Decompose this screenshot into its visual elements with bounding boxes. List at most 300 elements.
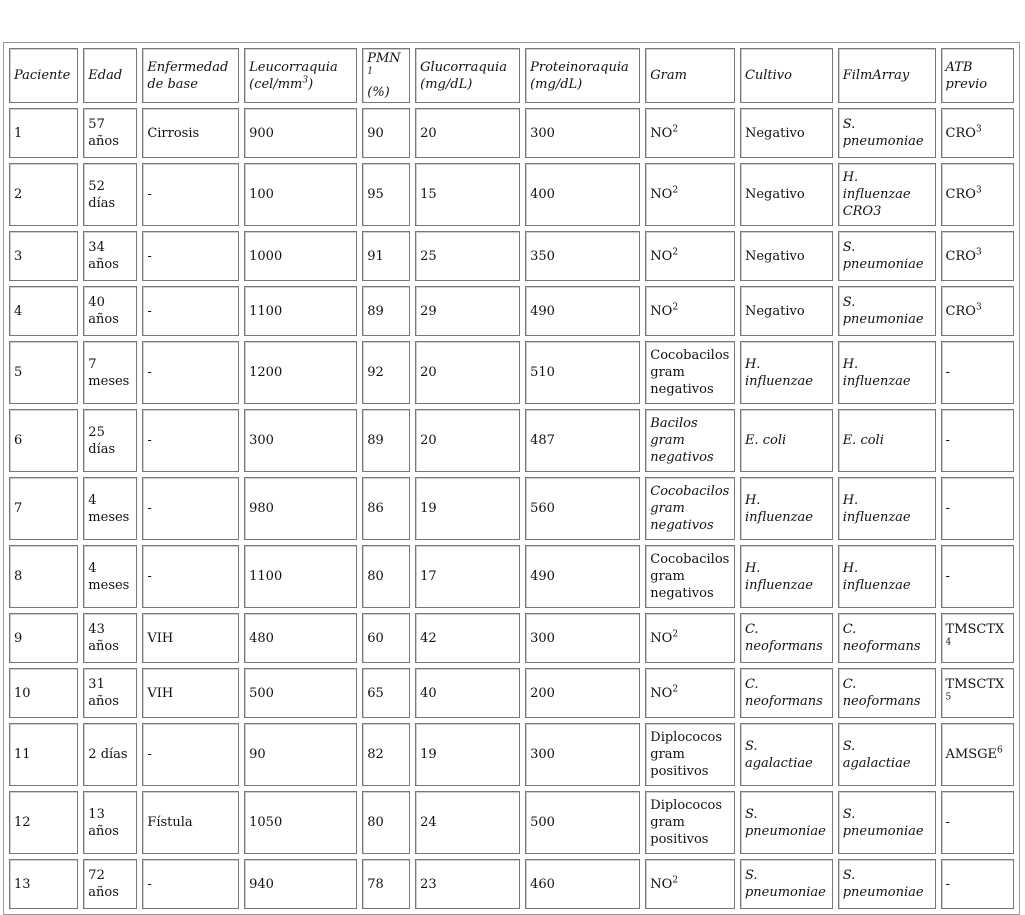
table-row — [9, 723, 1014, 786]
cell-value: 300 — [249, 433, 274, 448]
cell-value: - — [147, 248, 152, 264]
cell-value: 72 años — [88, 868, 119, 900]
cell-enfermedad-de-base — [142, 791, 239, 854]
cell-value: Diplococos gram positivos — [650, 730, 723, 779]
cell-value: S. agalactiae — [744, 738, 813, 771]
cell-pmn — [362, 791, 410, 854]
cell-value: 1000 — [249, 248, 283, 264]
cell-filmarray — [838, 791, 936, 854]
cell-value: 43 años — [88, 622, 119, 654]
cell-value: S. pneumoniae — [842, 868, 924, 900]
cell-pmn — [362, 341, 410, 404]
cell-filmarray — [838, 477, 936, 540]
cell-atb-previo — [941, 231, 1014, 281]
cell-atb-previo — [941, 668, 1014, 718]
cell-value: 19 — [420, 501, 437, 516]
cell-filmarray — [838, 341, 936, 404]
cell-value: S. pneumoniae — [744, 806, 826, 839]
cell-value: 1200 — [249, 365, 283, 380]
cell-proteinoraquia — [525, 286, 640, 336]
footnote-marker: 2 — [672, 124, 679, 135]
cell-value: H. influenzae — [744, 492, 813, 525]
cell-value: 2 días — [88, 747, 128, 762]
cell-pmn — [362, 613, 410, 663]
cell-value: - — [945, 569, 950, 584]
cell-leucorraquia — [244, 791, 357, 854]
cell-value: 25 — [420, 248, 437, 264]
cell-filmarray — [838, 286, 936, 336]
cell-value: 4 — [14, 303, 23, 319]
cell-value: 510 — [530, 365, 555, 380]
cell-atb-previo — [941, 791, 1014, 854]
cell-cultivo — [740, 286, 833, 336]
cell-value: 42 — [420, 630, 437, 646]
cell-edad — [83, 409, 137, 472]
cell-value: H. influenzae — [842, 492, 911, 525]
cell-value: 90 — [367, 125, 384, 141]
cell-leucorraquia — [244, 723, 357, 786]
footnote-marker: 6 — [997, 745, 1003, 756]
cell-value: H. influenzae — [842, 560, 911, 593]
cell-pmn — [362, 668, 410, 718]
cell-value: Bacilos gram negativos — [650, 416, 714, 465]
table-row — [9, 231, 1014, 281]
cell-edad — [83, 545, 137, 608]
cell-glucorraquia — [415, 108, 520, 158]
cell-leucorraquia — [244, 286, 357, 336]
cell-enfermedad-de-base — [142, 723, 239, 786]
cell-value: H. influenzae — [842, 356, 911, 389]
cell-value: NO — [650, 630, 673, 646]
cell-value: - — [147, 365, 152, 380]
cell-glucorraquia — [415, 545, 520, 608]
cell-paciente — [9, 409, 78, 472]
cell-proteinoraquia — [525, 723, 640, 786]
cell-gram — [645, 859, 735, 909]
cell-paciente — [9, 163, 78, 226]
table-row — [9, 859, 1014, 909]
header-label: Edad — [88, 68, 123, 83]
cell-value: - — [945, 815, 950, 830]
cell-value: 1 — [14, 125, 23, 141]
footnote-marker: 2 — [672, 684, 679, 695]
cell-value: 1050 — [249, 815, 283, 830]
header-cell — [525, 48, 640, 103]
cell-enfermedad-de-base — [142, 545, 239, 608]
cell-value: 40 años — [88, 295, 119, 327]
cell-value: - — [147, 303, 152, 319]
cell-leucorraquia — [244, 108, 357, 158]
cell-gram — [645, 163, 735, 226]
cell-value: 300 — [530, 630, 555, 646]
cell-pmn — [362, 409, 410, 472]
cell-glucorraquia — [415, 859, 520, 909]
cell-paciente — [9, 668, 78, 718]
cell-glucorraquia — [415, 341, 520, 404]
cell-enfermedad-de-base — [142, 859, 239, 909]
cell-value: 5 — [14, 365, 23, 380]
cell-atb-previo — [941, 613, 1014, 663]
cell-value: 60 — [367, 630, 384, 646]
header-label: ATB previo — [945, 59, 988, 92]
cell-value: 20 — [420, 125, 437, 141]
cell-edad — [83, 286, 137, 336]
cell-value: 11 — [14, 747, 31, 762]
cell-value: - — [147, 433, 152, 448]
footnote-marker: 3 — [975, 302, 982, 313]
cell-value: 80 — [367, 815, 384, 830]
cell-atb-previo — [941, 286, 1014, 336]
cell-filmarray — [838, 859, 936, 909]
header-label: Proteinoraquia (mg/dL) — [530, 59, 629, 92]
cell-enfermedad-de-base — [142, 477, 239, 540]
cell-enfermedad-de-base — [142, 341, 239, 404]
cell-value: 1100 — [249, 303, 283, 319]
cell-value: Cocobacilos gram negativos — [650, 552, 730, 601]
cell-value: - — [945, 433, 950, 448]
cell-value: 34 años — [88, 240, 119, 272]
cell-value: Cirrosis — [147, 125, 200, 141]
cell-value: 90 — [249, 747, 266, 762]
cell-leucorraquia — [244, 231, 357, 281]
cell-atb-previo — [941, 341, 1014, 404]
cell-pmn — [362, 163, 410, 226]
cell-value: CRO — [945, 125, 976, 141]
cell-proteinoraquia — [525, 791, 640, 854]
cell-pmn — [362, 859, 410, 909]
cell-value: 3 — [14, 248, 23, 264]
cell-value: NO — [650, 876, 673, 892]
cell-value: 24 — [420, 815, 437, 830]
cell-filmarray — [838, 545, 936, 608]
cell-value: - — [945, 501, 950, 516]
cell-leucorraquia — [244, 668, 357, 718]
cell-value: 31 años — [88, 677, 119, 709]
cell-value: 8 — [14, 569, 23, 584]
cell-value: 200 — [530, 685, 555, 701]
cell-value: 20 — [420, 365, 437, 380]
cell-value: E. coli — [744, 433, 787, 448]
cell-glucorraquia — [415, 231, 520, 281]
header-label: Glucorraquia (mg/dL) — [420, 59, 507, 92]
cell-value: - — [147, 187, 152, 202]
cell-value: E. coli — [842, 433, 884, 448]
cell-atb-previo — [941, 545, 1014, 608]
cell-enfermedad-de-base — [142, 613, 239, 663]
cell-value: S. pneumoniae — [842, 240, 924, 272]
cell-value: 7 — [14, 501, 23, 516]
cell-value: 20 — [420, 433, 437, 448]
cell-leucorraquia — [244, 545, 357, 608]
cell-value: C. neoformans — [842, 622, 921, 654]
cell-glucorraquia — [415, 723, 520, 786]
cell-cultivo — [740, 859, 833, 909]
cell-value: 500 — [249, 685, 274, 701]
cell-pmn — [362, 286, 410, 336]
cell-glucorraquia — [415, 668, 520, 718]
header-cell — [362, 48, 410, 103]
cell-value: 490 — [530, 569, 555, 584]
footnote-marker: 2 — [672, 247, 679, 258]
cell-value: H. influenzae — [744, 560, 813, 593]
cell-paciente — [9, 613, 78, 663]
header-cell — [244, 48, 357, 103]
cell-value: Fístula — [147, 815, 193, 830]
table-row — [9, 163, 1014, 226]
cell-value: 350 — [530, 248, 555, 264]
cell-atb-previo — [941, 409, 1014, 472]
cell-gram — [645, 791, 735, 854]
cell-value: Negativo — [744, 303, 805, 319]
cell-value: 25 días — [88, 424, 116, 457]
cell-value: 92 — [367, 365, 384, 380]
cell-value: - — [147, 501, 152, 516]
cell-gram — [645, 409, 735, 472]
cell-pmn — [362, 231, 410, 281]
cell-value: 4 meses — [88, 492, 130, 525]
cell-filmarray — [838, 723, 936, 786]
cell-value: S. pneumoniae — [842, 117, 924, 149]
cell-cultivo — [740, 668, 833, 718]
cell-value: Diplococos gram positivos — [650, 798, 723, 847]
header-footnote-marker: 3 — [302, 75, 309, 86]
header-cell — [83, 48, 137, 103]
cell-gram — [645, 108, 735, 158]
cell-value: NO — [650, 125, 673, 141]
results-table — [4, 43, 1019, 914]
cell-gram — [645, 286, 735, 336]
cell-filmarray — [838, 613, 936, 663]
header-label: Cultivo — [744, 68, 792, 83]
header-label-suffix: (%) — [367, 85, 390, 100]
cell-value: S. pneumoniae — [842, 295, 924, 327]
table-row — [9, 613, 1014, 663]
cell-proteinoraquia — [525, 668, 640, 718]
cell-value: 300 — [530, 747, 555, 762]
footnote-marker: 2 — [672, 185, 679, 196]
cell-leucorraquia — [244, 341, 357, 404]
cell-proteinoraquia — [525, 545, 640, 608]
footnote-marker: 3 — [975, 247, 982, 258]
cell-value: C. neoformans — [842, 677, 921, 709]
cell-gram — [645, 231, 735, 281]
cell-value: - — [147, 876, 152, 892]
header-label: Leucorraquia (cel/mm — [249, 59, 338, 92]
table-row — [9, 545, 1014, 608]
footnote-marker: 5 — [945, 692, 952, 703]
cell-cultivo — [740, 477, 833, 540]
cell-cultivo — [740, 341, 833, 404]
cell-value: 7 meses — [88, 356, 130, 389]
cell-value: Negativo — [744, 125, 805, 141]
cell-gram — [645, 477, 735, 540]
cell-atb-previo — [941, 108, 1014, 158]
cell-edad — [83, 723, 137, 786]
cell-leucorraquia — [244, 163, 357, 226]
cell-proteinoraquia — [525, 341, 640, 404]
cell-value: 17 — [420, 569, 437, 584]
footnote-marker: 3 — [975, 185, 982, 196]
cell-proteinoraquia — [525, 163, 640, 226]
footnote-marker: 2 — [672, 629, 679, 640]
cell-value: 82 — [367, 747, 384, 762]
cell-value: 10 — [14, 685, 31, 701]
cell-edad — [83, 231, 137, 281]
cell-value: 95 — [367, 187, 384, 202]
cell-filmarray — [838, 668, 936, 718]
cell-value: CRO — [945, 248, 976, 264]
cell-value: NO — [650, 187, 673, 202]
cell-proteinoraquia — [525, 613, 640, 663]
header-cell — [415, 48, 520, 103]
cell-paciente — [9, 477, 78, 540]
cell-value: S. pneumoniae — [842, 806, 924, 839]
table-row — [9, 791, 1014, 854]
cell-enfermedad-de-base — [142, 409, 239, 472]
cell-proteinoraquia — [525, 409, 640, 472]
cell-value: 12 — [14, 815, 31, 830]
cell-atb-previo — [941, 859, 1014, 909]
cell-value: CRO — [945, 187, 976, 202]
cell-value: 89 — [367, 303, 384, 319]
cell-cultivo — [740, 108, 833, 158]
cell-value: AMSGE — [945, 747, 998, 762]
cell-enfermedad-de-base — [142, 231, 239, 281]
cell-value: 57 años — [88, 117, 119, 149]
cell-paciente — [9, 859, 78, 909]
cell-cultivo — [740, 791, 833, 854]
cell-value: VIH — [147, 685, 174, 701]
cell-cultivo — [740, 163, 833, 226]
cell-pmn — [362, 545, 410, 608]
header-cell — [142, 48, 239, 103]
cell-value: 490 — [530, 303, 555, 319]
cell-cultivo — [740, 723, 833, 786]
cell-pmn — [362, 723, 410, 786]
cell-value: 23 — [420, 876, 437, 892]
cell-value: 65 — [367, 685, 384, 701]
cell-value: NO — [650, 303, 673, 319]
cell-leucorraquia — [244, 859, 357, 909]
cell-filmarray — [838, 108, 936, 158]
cell-value: H. influenzae CRO3 — [842, 170, 911, 219]
cell-proteinoraquia — [525, 231, 640, 281]
cell-value: NO — [650, 248, 673, 264]
header-label: Gram — [650, 68, 687, 83]
header-row — [9, 48, 1014, 103]
cell-value: 13 — [14, 876, 31, 892]
cell-value: 2 — [14, 187, 23, 202]
table-body — [9, 108, 1014, 909]
cell-atb-previo — [941, 477, 1014, 540]
cell-gram — [645, 668, 735, 718]
cell-value: 86 — [367, 501, 384, 516]
footnote-marker: 2 — [672, 875, 679, 886]
cell-value: 100 — [249, 187, 274, 202]
cell-value: H. influenzae — [744, 356, 813, 389]
cell-pmn — [362, 477, 410, 540]
cell-edad — [83, 341, 137, 404]
cell-atb-previo — [941, 163, 1014, 226]
cell-value: 40 — [420, 685, 437, 701]
cell-value: 400 — [530, 187, 555, 202]
cell-value: 29 — [420, 303, 437, 319]
cell-value: - — [147, 569, 152, 584]
cell-glucorraquia — [415, 791, 520, 854]
header-cell — [9, 48, 78, 103]
cell-leucorraquia — [244, 613, 357, 663]
cell-filmarray — [838, 409, 936, 472]
cell-edad — [83, 791, 137, 854]
cell-value: 900 — [249, 125, 274, 141]
cell-paciente — [9, 791, 78, 854]
cell-value: C. neoformans — [744, 622, 823, 654]
cell-value: - — [945, 876, 950, 892]
cell-paciente — [9, 723, 78, 786]
table-row — [9, 409, 1014, 472]
cell-value: 9 — [14, 630, 23, 646]
cell-paciente — [9, 231, 78, 281]
footnote-marker: 2 — [672, 302, 679, 313]
cell-edad — [83, 859, 137, 909]
cell-edad — [83, 668, 137, 718]
header-label: Paciente — [14, 68, 71, 83]
table-row — [9, 668, 1014, 718]
cell-value: S. pneumoniae — [744, 868, 826, 900]
cell-paciente — [9, 286, 78, 336]
cell-atb-previo — [941, 723, 1014, 786]
cell-proteinoraquia — [525, 859, 640, 909]
table-row — [9, 477, 1014, 540]
cell-glucorraquia — [415, 613, 520, 663]
cell-glucorraquia — [415, 409, 520, 472]
cell-cultivo — [740, 409, 833, 472]
cell-value: 300 — [530, 125, 555, 141]
cell-edad — [83, 163, 137, 226]
cell-value: 78 — [367, 876, 384, 892]
cell-gram — [645, 613, 735, 663]
cell-value: 19 — [420, 747, 437, 762]
cell-proteinoraquia — [525, 477, 640, 540]
cell-gram — [645, 545, 735, 608]
table-row — [9, 108, 1014, 158]
cell-glucorraquia — [415, 477, 520, 540]
cell-value: 91 — [367, 248, 384, 264]
cell-value: S. agalactiae — [842, 738, 911, 771]
cell-glucorraquia — [415, 163, 520, 226]
cell-cultivo — [740, 613, 833, 663]
cell-value: 80 — [367, 569, 384, 584]
header-label-suffix: ) — [308, 76, 314, 92]
header-label: PMN — [367, 51, 401, 66]
cell-value: 487 — [530, 433, 555, 448]
cell-pmn — [362, 108, 410, 158]
cell-leucorraquia — [244, 409, 357, 472]
cell-enfermedad-de-base — [142, 108, 239, 158]
cell-value: 500 — [530, 815, 555, 830]
cell-value: Cocobacilos gram negativos — [650, 348, 730, 397]
cell-value: 13 años — [88, 806, 119, 839]
cell-value: - — [147, 747, 152, 762]
cell-cultivo — [740, 231, 833, 281]
cell-filmarray — [838, 163, 936, 226]
header-footnote-marker: 1 — [367, 66, 373, 77]
cell-value: 89 — [367, 433, 384, 448]
cell-value: VIH — [147, 630, 174, 646]
footnote-marker: 3 — [975, 124, 982, 135]
cell-value: C. neoformans — [744, 677, 823, 709]
cell-value: Cocobacilos gram negativos — [650, 484, 730, 533]
